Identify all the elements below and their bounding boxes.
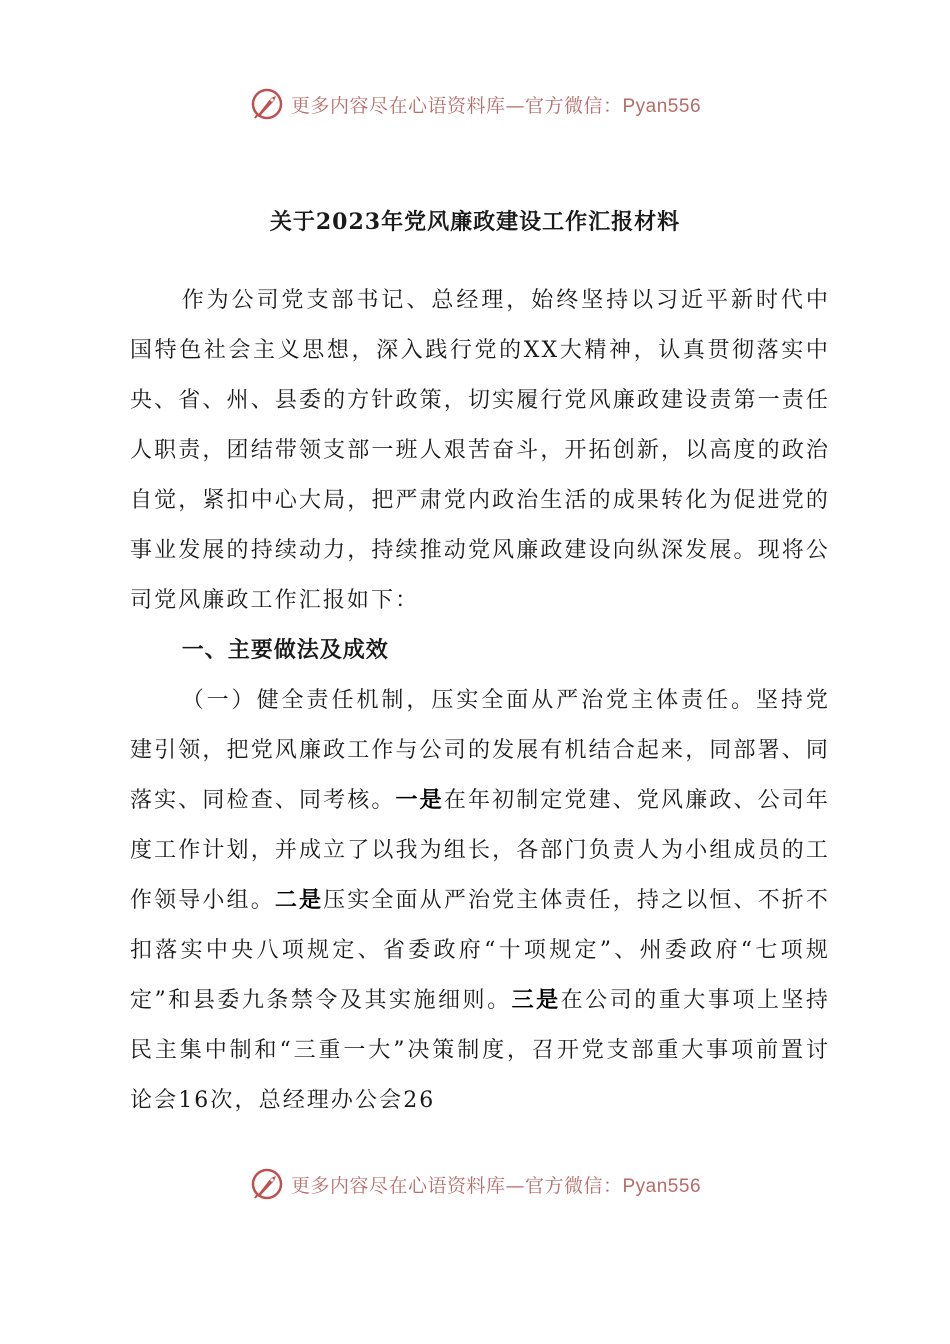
document-body: [130, 276, 830, 1126]
point-third: 在公司的重大事项上坚持民主集中制和“三重一大”决策制度，召开党支部重大事项前置讨论会16次，总经理办公会26: [130, 988, 830, 1113]
banner-text-cn: 更多内容尽在心语资料库—官方微信：: [290, 1174, 623, 1197]
point-second: 压实全面从严治党主体责任，持之以恒、不折不扣落实中央八项规定、省委政府“十项规定”、州委政府“七项规定”和县委九条禁令及其实施细则。: [130, 888, 830, 1013]
banner-wechat-id: Pyan556: [622, 1175, 702, 1197]
intro-paragraph: 作为公司党支部书记、总经理，始终坚持以习近平新时代中国特色社会主义思想，深入践行党的XX大精神，认真贯彻落实中央、省、州、县委的方针政策，切实履行党风廉政建设责第一责任人职责，团结带领支部一班人艰苦奋斗，开拓创新，以高度的政治自觉，紧扣中心大局，把严肃党内政治生活的成果转化为促进党的事业发展的持续动力，持续推动党风廉政建设向纵深发展。现将公司党风廉政工作汇报如下：: [130, 288, 830, 613]
keyword-third: 三是: [511, 988, 561, 1013]
banner-wechat-id: Pyan556: [622, 95, 702, 117]
footer-watermark-banner: [0, 1164, 950, 1204]
document-title: 关于2023年党风廉政建设工作汇报材料: [269, 209, 681, 235]
pen-nib-logo-icon: [249, 86, 285, 122]
banner-text-cn: 更多内容尽在心语资料库—官方微信：: [290, 94, 623, 117]
keyword-second: 二是: [274, 888, 324, 913]
keyword-first: 一是: [395, 788, 444, 813]
point-first: 在年初制定党建、党风廉政、公司年度工作计划，并成立了以我为组长，各部门负责人为小组成员的工作领导小组。: [130, 788, 830, 913]
banner-text: [291, 91, 701, 118]
banner-text: [291, 1171, 701, 1198]
paragraph-lead: （一）健全责任机制，压实全面从严治党主体责任。坚持党建引领，把党风廉政工作与公司的发展有机结合起来，同部署、同落实、同检查、同考核。: [130, 688, 830, 813]
paragraph-responsibility: [130, 676, 830, 1126]
pen-nib-logo-icon: [249, 1166, 285, 1202]
section-heading-1: 一、主要做法及成效: [181, 638, 389, 663]
header-watermark-banner: [0, 84, 950, 124]
